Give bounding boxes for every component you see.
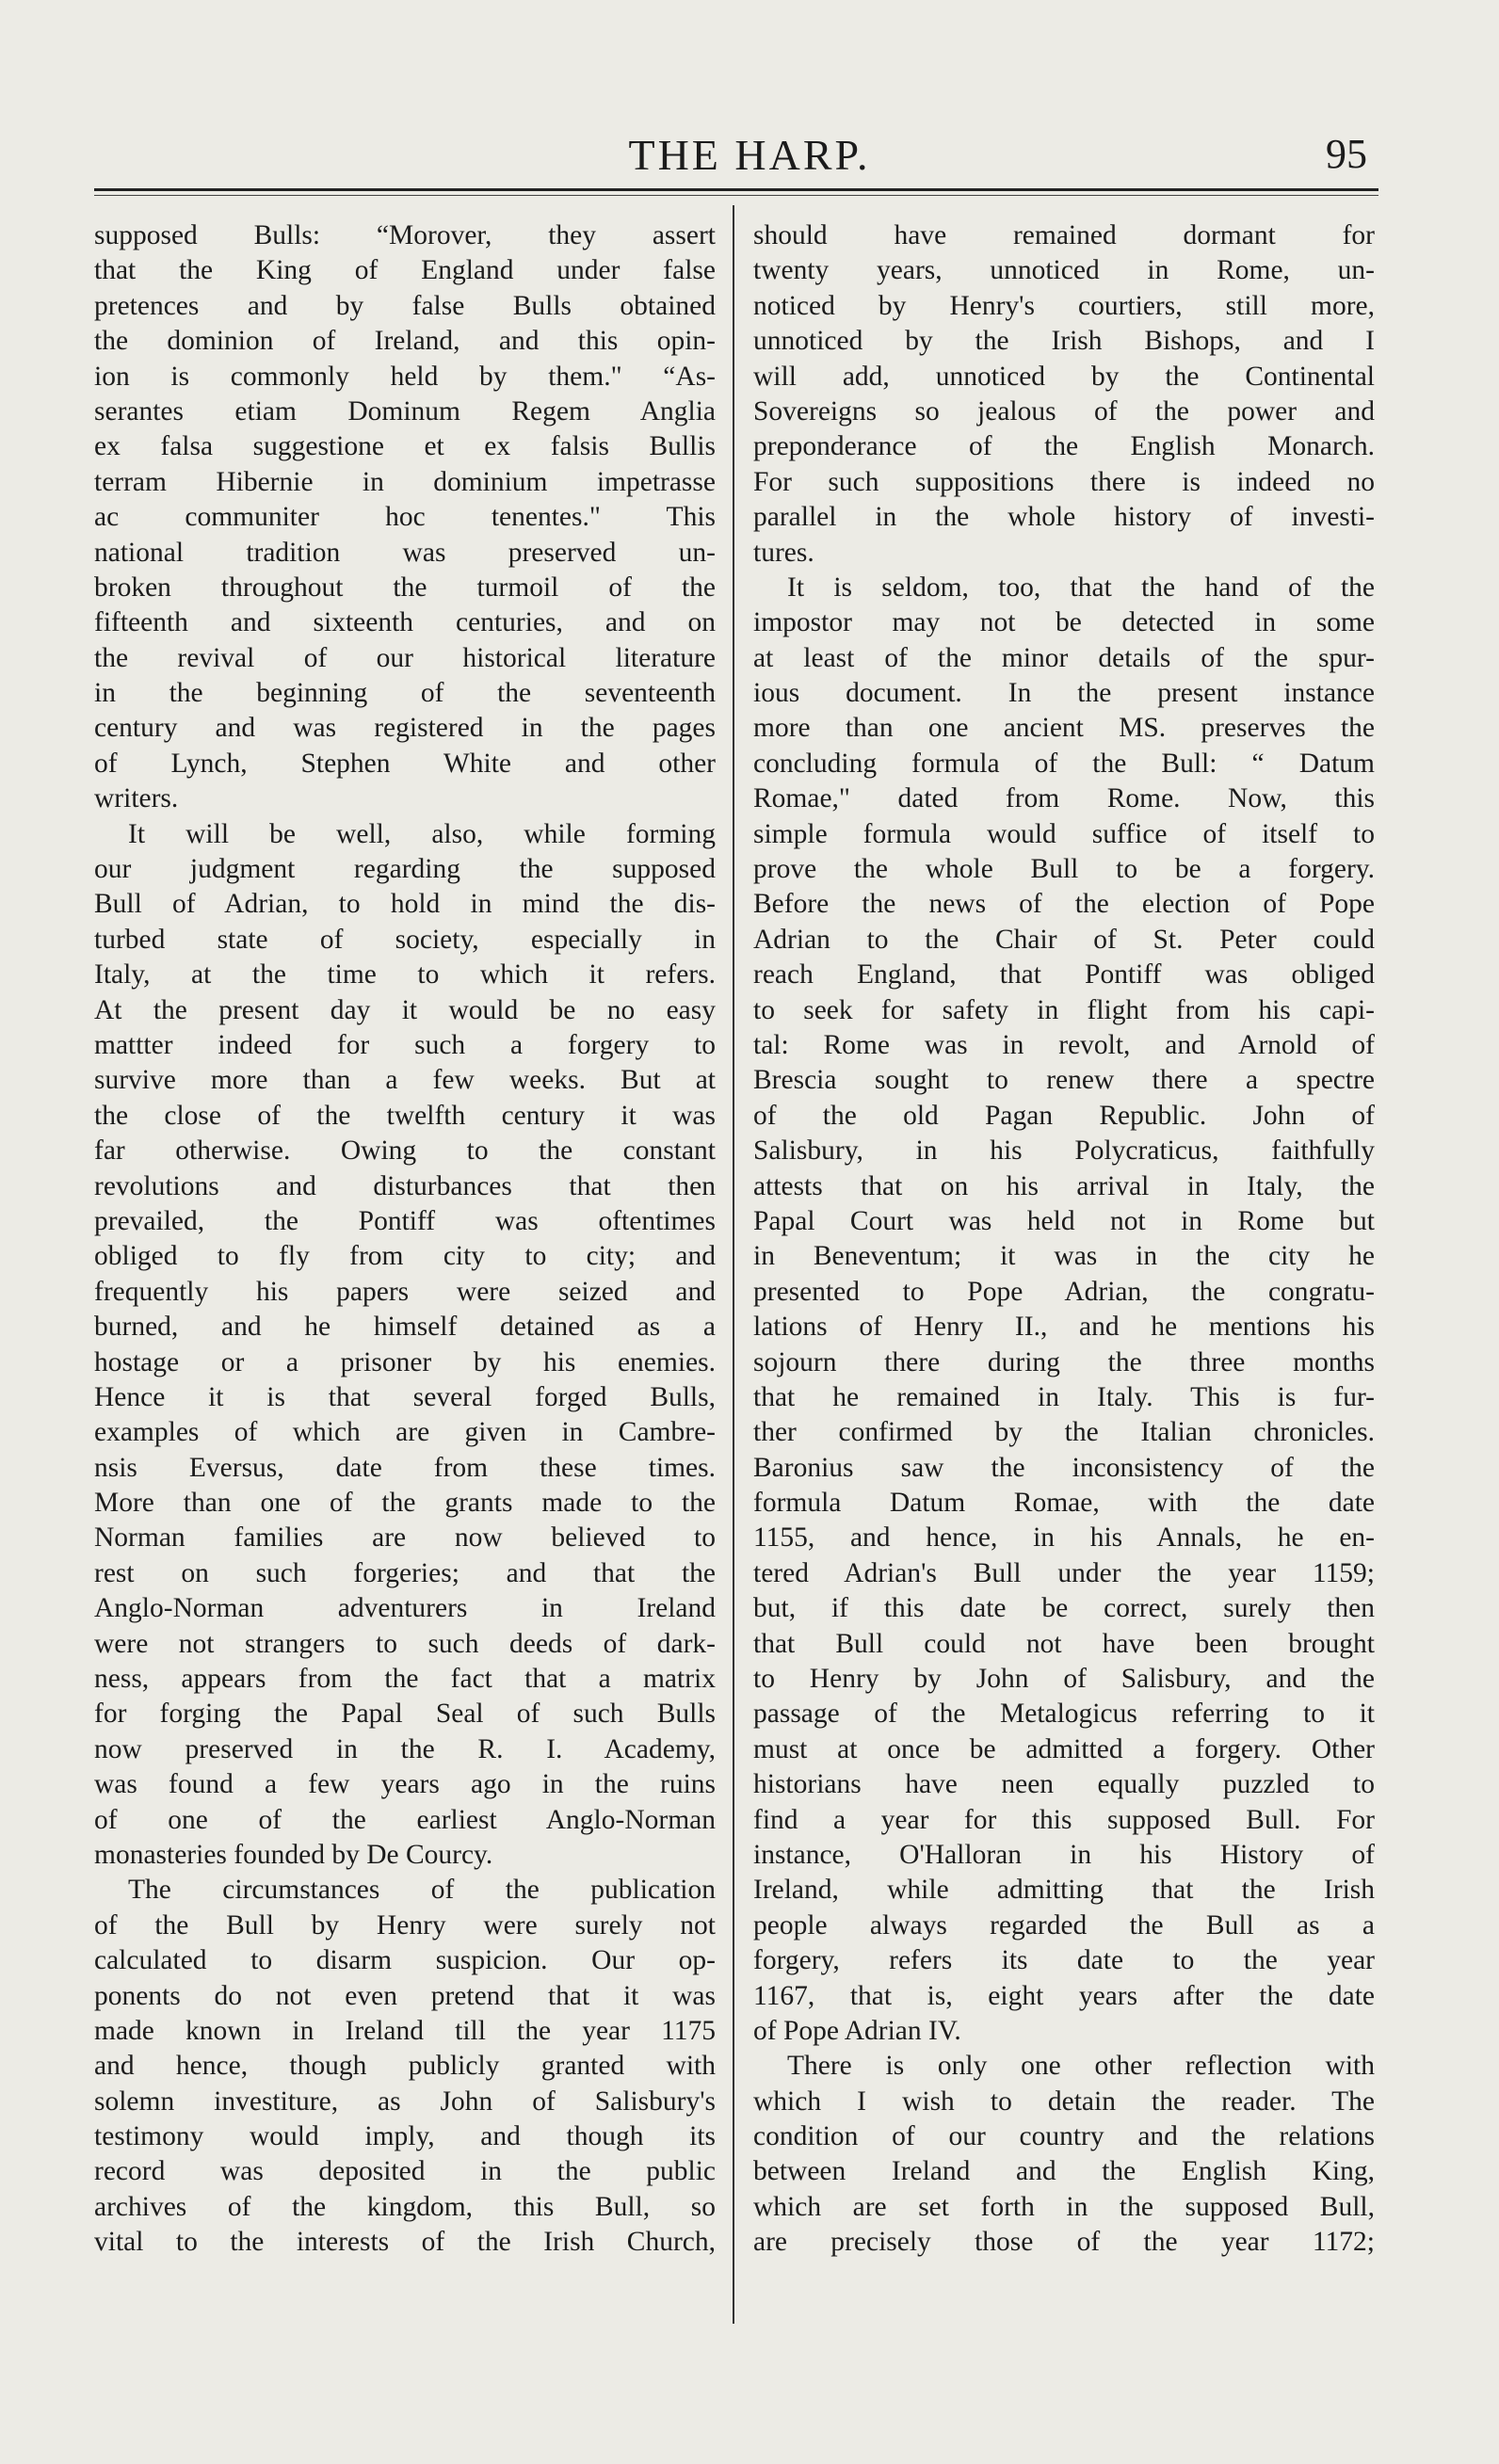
text-line: Bull of Adrian, to hold in mind the dis- (94, 889, 716, 920)
text-line: find a year for this supposed Bull. For (753, 1804, 1375, 1835)
text-line: in the beginning of the seventeenth (94, 678, 716, 709)
text-line: frequently his papers were seized and (94, 1276, 716, 1307)
text-line: Hence it is that several forged Bulls, (94, 1381, 716, 1412)
text-line: preponderance of the English Monarch. (753, 431, 1375, 462)
text-line: Adrian to the Chair of St. Peter could (753, 924, 1375, 955)
text-line: Italy, at the time to which it refers. (94, 959, 716, 990)
text-line: of Pope Adrian IV. (753, 2015, 961, 2046)
text-line: formula Datum Romae, with the date (753, 1488, 1375, 1519)
text-line: national tradition was preserved un- (94, 537, 716, 568)
text-line: that he remained in Italy. This is fur- (753, 1381, 1375, 1412)
text-line: instance, O'Halloran in his History of (753, 1839, 1375, 1870)
column-divider (733, 205, 734, 2324)
text-line: turbed state of society, especially in (94, 924, 716, 955)
text-line: tal: Rome was in revolt, and Arnold of (753, 1029, 1375, 1060)
text-line: At the present day it would be no easy (94, 994, 716, 1025)
text-line: are precisely those of the year 1172; (753, 2227, 1375, 2258)
text-line: ness, appears from the fact that a matrix (94, 1664, 716, 1695)
text-line: sojourn there during the three months (753, 1346, 1375, 1377)
text-line: Sovereigns so jealous of the power and (753, 395, 1375, 427)
text-line: simple formula would suffice of itself to (753, 818, 1375, 849)
text-line: historians have neen equally puzzled to (753, 1769, 1375, 1800)
text-line: tered Adrian's Bull under the year 1159; (753, 1557, 1375, 1588)
text-line: Anglo-Norman adventurers in Ireland (94, 1593, 716, 1624)
text-line: broken throughout the turmoil of the (94, 572, 716, 603)
text-line: 1155, and hence, in his Annals, he en- (753, 1522, 1375, 1554)
text-line: prevailed, the Pontiff was oftentimes (94, 1205, 716, 1236)
text-line: the close of the twelfth century it was (94, 1100, 716, 1131)
text-line: which are set forth in the supposed Bull, (753, 2191, 1375, 2222)
text-line: Salisbury, in his Polycraticus, faithfully (753, 1135, 1375, 1167)
page-number: 95 (1326, 131, 1367, 177)
left-column (94, 218, 716, 2261)
text-line: 1167, that is, eight years after the date (753, 1980, 1375, 2011)
text-line: supposed Bulls: “Morover, they assert (94, 220, 716, 250)
header-rule-thin (94, 195, 1378, 196)
text-line: ther confirmed by the Italian chronicles. (753, 1417, 1375, 1448)
text-line: serantes etiam Dominum Regem Anglia (94, 395, 716, 427)
text-line: now preserved in the R. I. Academy, (94, 1733, 716, 1764)
text-line: attests that on his arrival in Italy, the (753, 1170, 1375, 1201)
text-line: noticed by Henry's courtiers, still more, (753, 290, 1375, 321)
text-line: revolutions and disturbances that then (94, 1170, 716, 1201)
text-line: pretences and by false Bulls obtained (94, 290, 716, 321)
text-line: testimony would imply, and though its (94, 2121, 716, 2152)
text-line: Papal Court was held not in Rome but (753, 1205, 1375, 1236)
text-line: presented to Pope Adrian, the congratu- (753, 1276, 1375, 1307)
text-line: parallel in the whole history of investi- (753, 502, 1375, 533)
text-line: were not strangers to such deeds of dark- (94, 1628, 716, 1659)
text-line: of the Bull by Henry were surely not (94, 1909, 716, 1941)
text-line: prove the whole Bull to be a forgery. (753, 854, 1375, 885)
text-line: made known in Ireland till the year 1175 (94, 2015, 716, 2046)
text-line: For such suppositions there is indeed no (753, 466, 1375, 497)
text-line: between Ireland and the English King, (753, 2156, 1375, 2187)
text-line: unnoticed by the Irish Bishops, and I (753, 326, 1375, 357)
text-line: more than one ancient MS. preserves the (753, 713, 1375, 744)
right-column (753, 218, 1375, 2261)
text-line: The circumstances of the publication (128, 1875, 716, 1906)
text-line: twenty years, unnoticed in Rome, un- (753, 255, 1375, 286)
text-line: will add, unnoticed by the Continental (753, 361, 1375, 392)
text-line: Before the news of the election of Pope (753, 889, 1375, 920)
text-line: century and was registered in the pages (94, 713, 716, 744)
text-line: must at once be admitted a forgery. Other (753, 1733, 1375, 1764)
text-line: to Henry by John of Salisbury, and the (753, 1664, 1375, 1695)
text-line: condition of our country and the relations (753, 2121, 1375, 2152)
text-line: More than one of the grants made to the (94, 1488, 716, 1519)
text-line: in Beneventum; it was in the city he (753, 1241, 1375, 1272)
text-line: examples of which are given in Cambre- (94, 1417, 716, 1448)
text-line: the revival of our historical literature (94, 642, 716, 673)
text-line: at least of the minor details of the spur- (753, 642, 1375, 673)
text-line: solemn investiture, as John of Salisbury's (94, 2086, 716, 2117)
text-line: Romae," dated from Rome. Now, this (753, 783, 1375, 814)
text-line: terram Hibernie in dominium impetrasse (94, 466, 716, 497)
text-line: our judgment regarding the supposed (94, 854, 716, 885)
text-line: that the King of England under false (94, 255, 716, 286)
text-line: impostor may not be detected in some (753, 607, 1375, 638)
text-line: for forging the Papal Seal of such Bulls (94, 1699, 716, 1730)
text-line: the dominion of Ireland, and this opin- (94, 326, 716, 357)
text-line: hostage or a prisoner by his enemies. (94, 1346, 716, 1377)
text-line: obliged to fly from city to city; and (94, 1241, 716, 1272)
text-line: forgery, refers its date to the year (753, 1945, 1375, 1976)
text-line: passage of the Metalogicus referring to it (753, 1699, 1375, 1730)
text-line: It will be well, also, while forming (128, 818, 716, 849)
text-line: and hence, though publicly granted with (94, 2051, 716, 2082)
text-line: nsis Eversus, date from these times. (94, 1452, 716, 1483)
text-line: but, if this date be correct, surely then (753, 1593, 1375, 1624)
text-line: burned, and he himself detained as a (94, 1312, 716, 1343)
page-header (0, 121, 1499, 181)
text-line: Norman families are now believed to (94, 1522, 716, 1554)
text-line: people always regarded the Bull as a (753, 1909, 1375, 1941)
text-line: which I wish to detain the reader. The (753, 2086, 1375, 2117)
text-line: There is only one other reflection with (787, 2051, 1375, 2082)
text-line: tures. (753, 537, 814, 568)
text-line: mattter indeed for such a forgery to (94, 1029, 716, 1060)
text-line: Ireland, while admitting that the Irish (753, 1875, 1375, 1906)
text-line: vital to the interests of the Irish Church, (94, 2227, 716, 2258)
text-line: fifteenth and sixteenth centuries, and on (94, 607, 716, 638)
text-line: It is seldom, too, that the hand of the (787, 572, 1375, 603)
text-line: ious document. In the present instance (753, 678, 1375, 709)
text-line: writers. (94, 783, 179, 814)
text-line: Baronius saw the inconsistency of the (753, 1452, 1375, 1483)
text-line: record was deposited in the public (94, 2156, 716, 2187)
text-line: was found a few years ago in the ruins (94, 1769, 716, 1800)
text-line: Brescia sought to renew there a spectre (753, 1065, 1375, 1096)
text-line: ponents do not even pretend that it was (94, 1980, 716, 2011)
text-line: survive more than a few weeks. But at (94, 1065, 716, 1096)
text-line: ex falsa suggestione et ex falsis Bullis (94, 431, 716, 462)
text-line: of the old Pagan Republic. John of (753, 1100, 1375, 1131)
text-line: far otherwise. Owing to the constant (94, 1135, 716, 1167)
text-line: lations of Henry II., and he mentions his (753, 1312, 1375, 1343)
text-line: concluding formula of the Bull: “ Datum (753, 748, 1375, 779)
text-line: monasteries founded by De Courcy. (94, 1839, 493, 1870)
text-line: calculated to disarm suspicion. Our op- (94, 1945, 716, 1976)
text-line: rest on such forgeries; and that the (94, 1557, 716, 1588)
text-line: of one of the earliest Anglo-Norman (94, 1804, 716, 1835)
text-line: to seek for safety in flight from his capi- (753, 994, 1375, 1025)
text-line: ac communiter hoc tenentes." This (94, 502, 716, 533)
text-line: ion is commonly held by them." “As- (94, 361, 716, 392)
text-line: reach England, that Pontiff was obliged (753, 959, 1375, 990)
text-line: of Lynch, Stephen White and other (94, 748, 716, 779)
text-line: that Bull could not have been brought (753, 1628, 1375, 1659)
running-title: THE HARP. (628, 131, 871, 179)
text-line: archives of the kingdom, this Bull, so (94, 2191, 716, 2222)
header-rule (94, 188, 1378, 191)
text-line: should have remained dormant for (753, 220, 1375, 250)
